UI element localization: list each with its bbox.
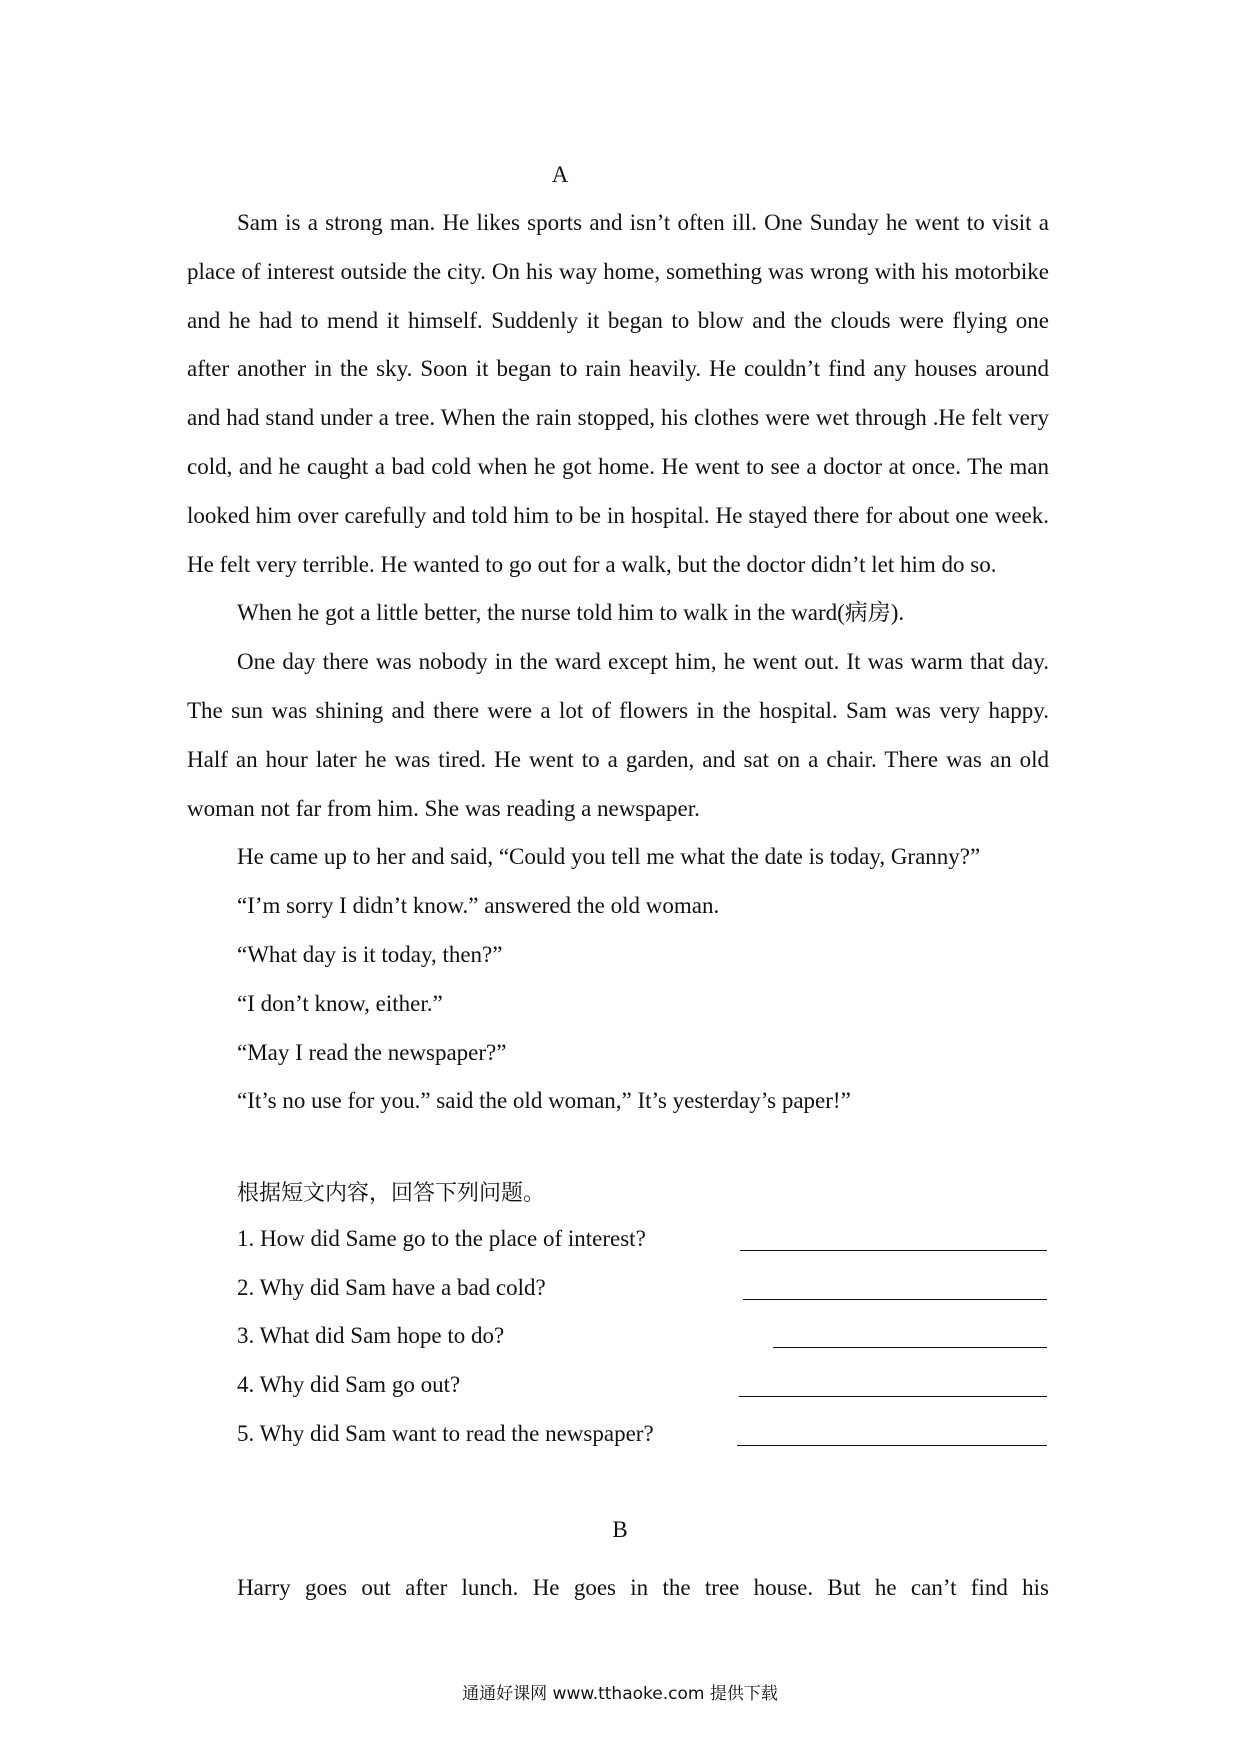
passage-paragraph-8: “May I read the newspaper?” [237, 1039, 507, 1065]
question-3: 3. What did Sam hope to do? [237, 1323, 505, 1348]
question-4: 4. Why did Sam go out? [237, 1372, 461, 1397]
passage-paragraph-7: “I don’t know, either.” [237, 990, 443, 1016]
footer-watermark: 通通好课网 www.tthaoke.com 提供下载 [462, 1684, 778, 1704]
passage-paragraph-5: “I’m sorry I didn’t know.” answered the old woman. [237, 893, 720, 919]
answer-blank-1[interactable] [740, 1250, 1047, 1251]
question-1: 1. How did Same go to the place of interest? [237, 1226, 646, 1251]
question-5: 5. Why did Sam want to read the newspaper? [237, 1421, 654, 1446]
question-2: 2. Why did Sam have a bad cold? [237, 1275, 546, 1300]
section-a-heading: A [551, 162, 569, 187]
answer-blank-5[interactable] [737, 1445, 1047, 1446]
answer-blank-4[interactable] [739, 1396, 1047, 1397]
passage-paragraph-9: “It’s no use for you.” said the old woman,” It’s yesterday’s paper!” [237, 1088, 851, 1114]
passage-paragraph-4: He came up to her and said, “Could you tell me what the date is today, Granny?” [237, 844, 981, 870]
answer-blank-3[interactable] [773, 1347, 1047, 1348]
passage-paragraph-2: When he got a little better, the nurse told him to walk in the ward(病房). [237, 600, 905, 626]
passage-paragraph-1: Sam is a strong man. He likes sports and isn’t often ill. One Sunday he went to visit a place of interest outside the city. On his way home, something was wrong with his motorbike and he had to mend it himself. Suddenly it began to blow and the clouds were flying one after another in the sky. Soon it began to rain heavily. He couldn’t find any houses around and had stand under a tree. When the rain stopped, his clothes were wet through .He felt very cold, and he caught a bad cold when he got home. He went to see a doctor at once. The man looked him over carefully and told him to be in hospital. He stayed there for about one week. He felt very terrible. He wanted to go out for a walk, but the doctor didn’t let him do so. [187, 210, 1049, 577]
section-a-passage [187, 199, 1049, 1126]
section-b-passage: Harry goes out after lunch. He goes in the tree house. But he can’t find his [237, 1575, 1049, 1600]
answer-blank-2[interactable] [743, 1299, 1047, 1300]
passage-paragraph-3: One day there was nobody in the ward except him, he went out. It was warm that day. The sun was shining and there were a lot of flowers in the hospital. Sam was very happy. Half an hour later he was tired. He went to a garden, and sat on a chair. There was an old woman not far from him. She was reading a newspaper. [187, 649, 1049, 821]
questions-instruction: 根据短文内容，回答下列问题。 [237, 1181, 546, 1206]
passage-paragraph-6: “What day is it today, then?” [237, 941, 503, 967]
section-b-heading: B [612, 1517, 628, 1542]
